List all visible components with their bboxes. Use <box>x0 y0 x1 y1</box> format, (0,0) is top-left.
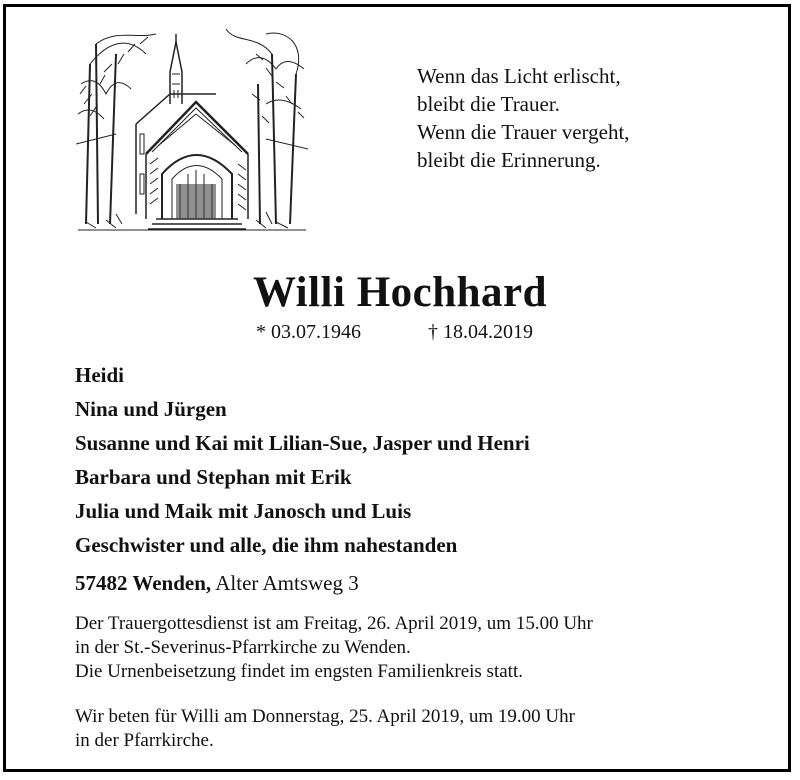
deceased-name: Willi Hochhard <box>252 269 548 316</box>
family-member: Heidi <box>75 363 125 387</box>
service-line: Die Urnenbeisetzung findet im engsten Familienkreis statt. <box>75 661 523 682</box>
address <box>75 571 359 596</box>
poem-line: Wenn das Licht erlischt, <box>417 64 621 88</box>
service-line: Der Trauergottesdienst ist am Freitag, 26. April 2019, um 15.00 Uhr <box>75 613 593 634</box>
poem-line: bleibt die Erinnerung. <box>417 148 601 172</box>
family-member: Susanne und Kai mit Lilian-Sue, Jasper und Henri <box>75 431 530 455</box>
poem <box>417 62 630 174</box>
service-info <box>75 612 593 684</box>
family-list <box>75 358 530 562</box>
prayer-line: in der Pfarrkirche. <box>75 730 214 751</box>
address-city: 57482 Wenden, <box>75 571 212 595</box>
service-line: in der St.-Severinus-Pfarrkirche zu Wenden. <box>75 637 411 658</box>
family-member: Nina und Jürgen <box>75 397 227 421</box>
family-member: Barbara und Stephan mit Erik <box>75 465 352 489</box>
prayer-info <box>75 705 575 753</box>
poem-line: bleibt die Trauer. <box>417 92 560 116</box>
poem-line: Wenn die Trauer vergeht, <box>417 120 630 144</box>
family-member: Julia und Maik mit Janosch und Luis <box>75 499 412 523</box>
prayer-line: Wir beten für Willi am Donnerstag, 25. April 2019, um 19.00 Uhr <box>75 706 575 727</box>
address-street: Alter Amtsweg 3 <box>215 571 359 595</box>
death-date: † 18.04.2019 <box>428 321 533 343</box>
family-member: Geschwister und alle, die ihm nahestanden <box>75 533 458 557</box>
birth-date: * 03.07.1946 <box>256 321 361 343</box>
chapel-drawing-icon <box>76 24 308 234</box>
